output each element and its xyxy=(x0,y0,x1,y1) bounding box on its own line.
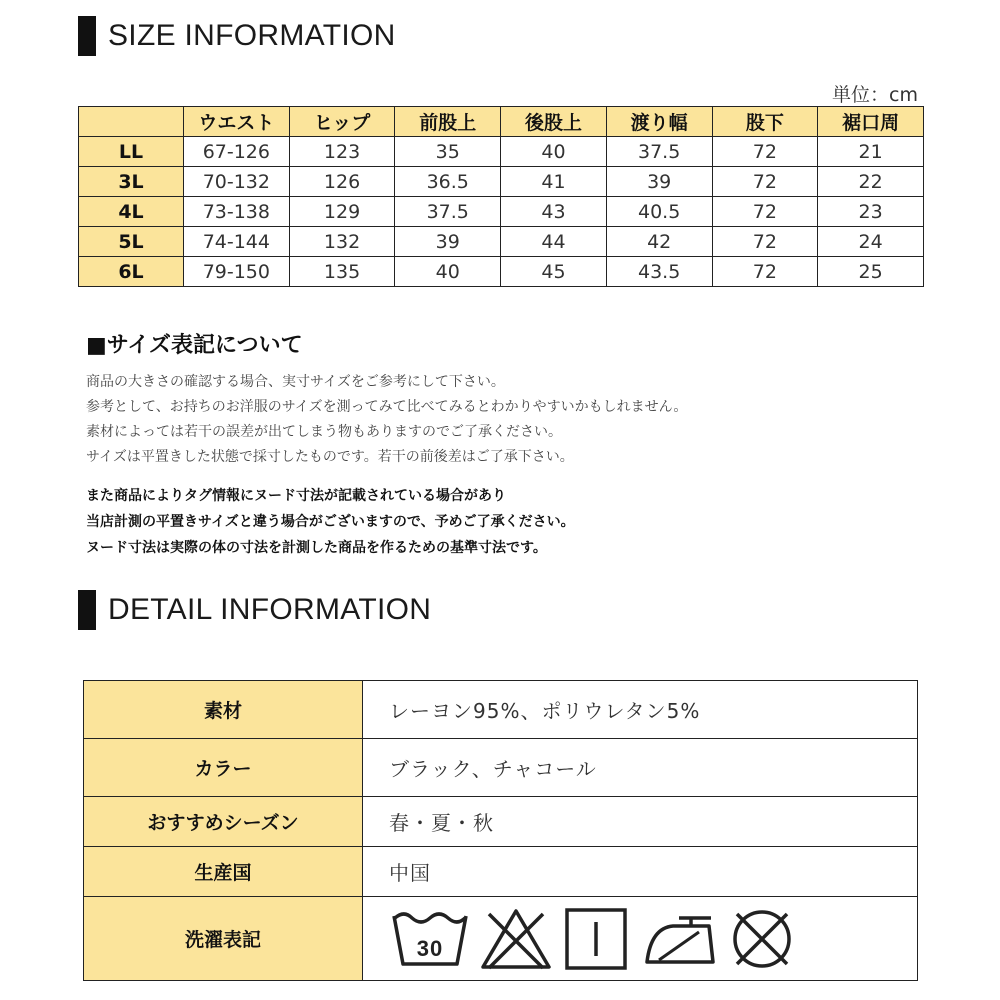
size-cell: 25 xyxy=(818,257,924,287)
size-table-header-row xyxy=(79,107,924,137)
detail-information-heading xyxy=(78,590,431,630)
heading-bar xyxy=(78,16,96,56)
size-header-cell: 裾口周 xyxy=(818,107,924,137)
size-cell: 126 xyxy=(289,167,395,197)
size-cell: 22 xyxy=(818,167,924,197)
detail-value: ブラック、チャコール xyxy=(363,739,918,797)
care-icons-cell xyxy=(363,897,918,981)
detail-label: カラー xyxy=(84,739,363,797)
size-cell: 43 xyxy=(501,197,607,227)
size-cell: 23 xyxy=(818,197,924,227)
table-row xyxy=(84,847,918,897)
size-row-label: 5L xyxy=(79,227,184,257)
care-label: 洗濯表記 xyxy=(84,897,363,981)
size-notes xyxy=(86,370,687,470)
size-cell: 37.5 xyxy=(606,137,712,167)
table-row xyxy=(84,681,918,739)
size-cell: 36.5 xyxy=(395,167,501,197)
size-header-cell xyxy=(79,107,184,137)
note-line: 参考として、お持ちのお洋服のサイズを測ってみて比べてみるとわかりやすいかもしれません。 xyxy=(86,399,688,415)
size-cell: 21 xyxy=(818,137,924,167)
size-cell: 72 xyxy=(712,167,818,197)
size-information-heading xyxy=(78,16,396,56)
size-row-label: 6L xyxy=(79,257,184,287)
wash-30-icon xyxy=(391,906,469,972)
no-bleach-icon xyxy=(479,906,553,972)
no-dry-clean-icon xyxy=(729,906,795,972)
size-header-cell: 股下 xyxy=(712,107,818,137)
size-cell: 39 xyxy=(606,167,712,197)
bold-note-line: ヌード寸法は実際の体の寸法を計測した商品を作るための基準寸法です。 xyxy=(86,540,547,556)
size-cell: 45 xyxy=(501,257,607,287)
detail-table xyxy=(83,680,918,981)
size-header-cell: ウエスト xyxy=(184,107,290,137)
table-row xyxy=(79,137,924,167)
detail-label: 素材 xyxy=(84,681,363,739)
detail-value: 春・夏・秋 xyxy=(363,797,918,847)
table-row xyxy=(79,197,924,227)
size-cell: 35 xyxy=(395,137,501,167)
table-row xyxy=(79,227,924,257)
note-line: サイズは平置きした状態で採寸したものです。若干の前後差はご了承下さい。 xyxy=(86,449,574,465)
detail-value: レーヨン95%、ポリウレタン5% xyxy=(363,681,918,739)
size-header-cell: 渡り幅 xyxy=(606,107,712,137)
size-cell: 37.5 xyxy=(395,197,501,227)
size-cell: 39 xyxy=(395,227,501,257)
size-cell: 43.5 xyxy=(606,257,712,287)
note-line: 商品の大きさの確認する場合、実寸サイズをご参考にして下さい。 xyxy=(86,374,505,390)
line-dry-icon xyxy=(563,906,629,972)
size-cell: 72 xyxy=(712,137,818,167)
size-cell: 67-126 xyxy=(184,137,290,167)
table-row xyxy=(84,897,918,981)
size-notes-title: ■サイズ表記について xyxy=(86,333,303,358)
size-cell: 40 xyxy=(395,257,501,287)
bold-note-line: また商品によりタグ情報にヌード寸法が記載されている場合があり xyxy=(86,488,506,504)
size-cell: 40.5 xyxy=(606,197,712,227)
bold-note-line: 当店計測の平置きサイズと違う場合がございますので、予めご了承ください。 xyxy=(86,514,575,530)
table-row xyxy=(84,797,918,847)
size-row-label: 4L xyxy=(79,197,184,227)
size-cell: 41 xyxy=(501,167,607,197)
detail-label: 生産国 xyxy=(84,847,363,897)
note-line: 素材によっては若干の誤差が出てしまう物もありますのでご了承ください。 xyxy=(86,424,562,440)
size-cell: 40 xyxy=(501,137,607,167)
size-cell: 72 xyxy=(712,257,818,287)
wash-temp-text: 30 xyxy=(416,935,444,961)
size-cell: 73-138 xyxy=(184,197,290,227)
iron-low-icon xyxy=(639,906,719,972)
size-header-cell: ヒップ xyxy=(289,107,395,137)
size-cell: 24 xyxy=(818,227,924,257)
size-cell: 129 xyxy=(289,197,395,227)
size-notes-bold xyxy=(86,483,575,561)
size-header-cell: 前股上 xyxy=(395,107,501,137)
unit-label: 単位：cm xyxy=(832,84,918,106)
detail-label: おすすめシーズン xyxy=(84,797,363,847)
size-row-label: 3L xyxy=(79,167,184,197)
size-heading-text: SIZE INFORMATION xyxy=(108,19,396,52)
care-icons xyxy=(389,906,917,972)
size-cell: 74-144 xyxy=(184,227,290,257)
size-cell: 42 xyxy=(606,227,712,257)
size-cell: 70-132 xyxy=(184,167,290,197)
size-cell: 123 xyxy=(289,137,395,167)
heading-bar xyxy=(78,590,96,630)
size-row-label: LL xyxy=(79,137,184,167)
detail-value: 中国 xyxy=(363,847,918,897)
size-header-cell: 後股上 xyxy=(501,107,607,137)
size-cell: 135 xyxy=(289,257,395,287)
size-cell: 72 xyxy=(712,197,818,227)
table-row xyxy=(79,257,924,287)
size-cell: 79-150 xyxy=(184,257,290,287)
table-row xyxy=(84,739,918,797)
size-cell: 132 xyxy=(289,227,395,257)
size-cell: 72 xyxy=(712,227,818,257)
table-row xyxy=(79,167,924,197)
size-cell: 44 xyxy=(501,227,607,257)
size-table xyxy=(78,106,924,287)
detail-heading-text: DETAIL INFORMATION xyxy=(108,593,432,626)
